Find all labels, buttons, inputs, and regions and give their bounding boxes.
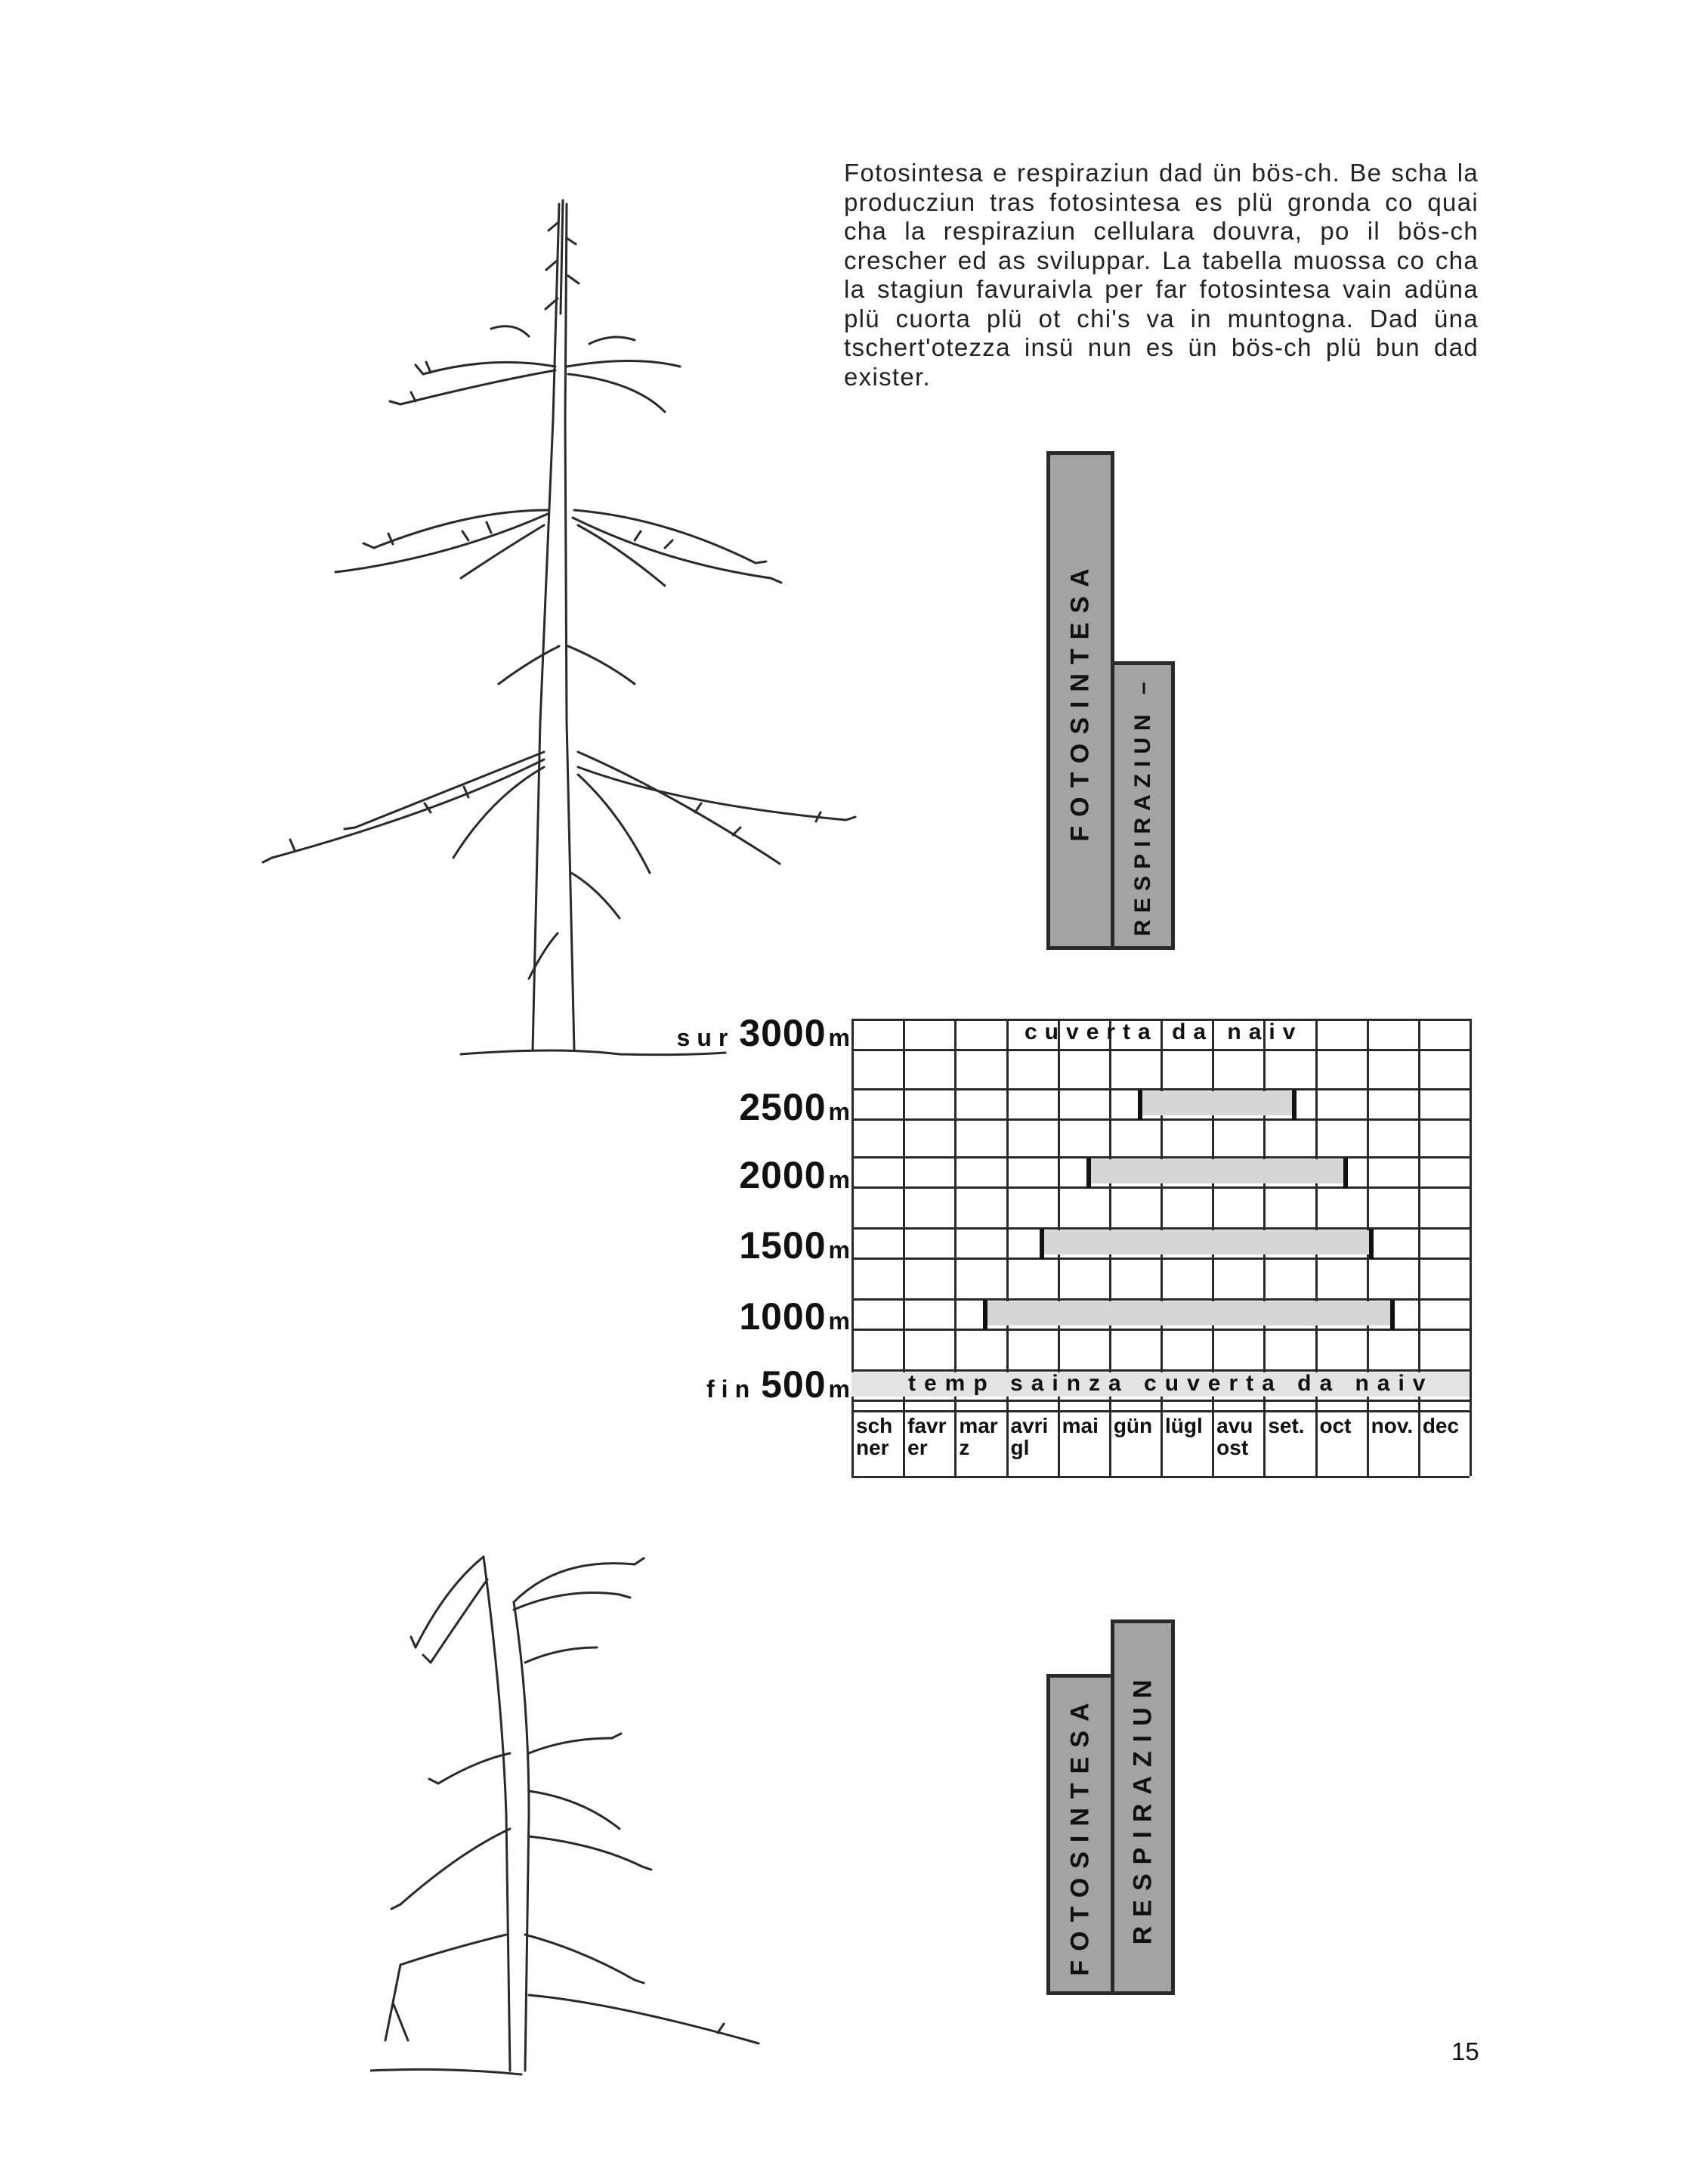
month-label: schner bbox=[856, 1415, 893, 1459]
season-boundary-mark bbox=[1343, 1158, 1348, 1188]
snow-cover-label: cuverta da naiv bbox=[1025, 1019, 1303, 1044]
growing-season-band bbox=[1089, 1159, 1346, 1183]
month-label: favrer bbox=[907, 1415, 947, 1459]
season-boundary-mark bbox=[1390, 1300, 1395, 1330]
season-boundary-mark bbox=[983, 1300, 987, 1330]
season-boundary-mark bbox=[1086, 1158, 1091, 1188]
respiration-label-bottom: RESPIRAZIUN bbox=[1128, 1670, 1157, 1944]
damaged-tree-illustration bbox=[370, 1511, 793, 2086]
season-boundary-mark bbox=[1138, 1090, 1142, 1120]
table-column-line bbox=[903, 1019, 905, 1476]
page-number: 15 bbox=[1451, 2037, 1479, 2065]
altitude-label-3000: sur 3000m bbox=[676, 1012, 850, 1054]
intro-paragraph: Fotosintesa e respiraziun dad ün bös-ch. Be scha la producziun tras fotosintesa es plü gronda co quai cha la respiraziun cellulara douvra, po il bös-ch crescher ed as sviluppar. La tabella muossa co cha la stagiun favuraivla per far fotosintesa vain adüna plü cuorta plü ot chi's va in muntogna. Dad üna tschert'otezza insü nun es ün bös-ch plü bun dad exister. bbox=[844, 159, 1479, 391]
respiration-bar-top bbox=[1111, 661, 1175, 950]
table-column-line bbox=[954, 1019, 957, 1476]
no-snow-label: temp sainza cuverta da naiv bbox=[908, 1371, 1434, 1396]
photosynthesis-label-bottom: FOTOSINTESA bbox=[1065, 1693, 1095, 1976]
table-column-line bbox=[1006, 1019, 1009, 1476]
altitude-label-2000: 2000m bbox=[739, 1154, 850, 1196]
month-label: nov. bbox=[1371, 1415, 1414, 1437]
altitude-label-2500: 2500m bbox=[739, 1086, 850, 1128]
table-column-line bbox=[851, 1019, 854, 1476]
altitude-label-1500: 1500m bbox=[739, 1224, 850, 1267]
month-label: marz bbox=[959, 1415, 998, 1459]
month-label: dec bbox=[1422, 1415, 1460, 1437]
photosynthesis-bar-bottom bbox=[1046, 1674, 1114, 1995]
month-label: lügl bbox=[1165, 1415, 1203, 1437]
growing-season-band bbox=[1140, 1091, 1295, 1115]
season-boundary-mark bbox=[1040, 1229, 1044, 1259]
altitude-label-500: fin 500m bbox=[706, 1363, 850, 1406]
month-label: avuost bbox=[1216, 1415, 1253, 1459]
month-label: set. bbox=[1268, 1415, 1305, 1437]
healthy-spruce-illustration bbox=[242, 193, 861, 1069]
altitude-label-1000: 1000m bbox=[739, 1295, 850, 1338]
table-row-line bbox=[851, 1476, 1470, 1478]
table-column-line bbox=[1470, 1019, 1472, 1476]
respiration-bar-bottom bbox=[1111, 1619, 1175, 1995]
photosynthesis-label-top: FOTOSINTESA bbox=[1065, 559, 1095, 842]
season-boundary-mark bbox=[1369, 1229, 1374, 1259]
month-label: mai bbox=[1062, 1415, 1099, 1437]
respiration-label-top: RESPIRAZIUN – bbox=[1130, 675, 1155, 936]
growing-season-band bbox=[1042, 1230, 1371, 1254]
growing-season-band bbox=[985, 1301, 1392, 1326]
table-column-line bbox=[1418, 1019, 1420, 1476]
photosynthesis-bar-top bbox=[1046, 451, 1114, 950]
season-boundary-mark bbox=[1292, 1090, 1296, 1120]
month-label: oct bbox=[1319, 1415, 1352, 1437]
month-label: gün bbox=[1113, 1415, 1153, 1437]
month-label: avrigl bbox=[1010, 1415, 1049, 1459]
